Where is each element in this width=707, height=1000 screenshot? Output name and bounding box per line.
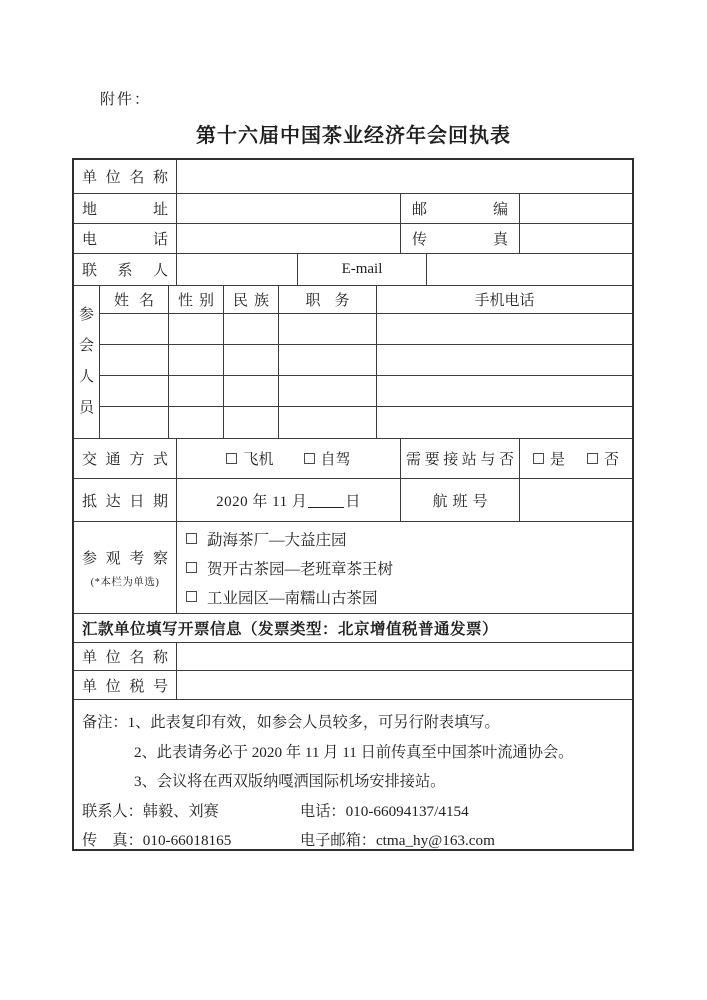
col-header-title: 职务 (279, 286, 377, 313)
postcode-label: 邮编 (401, 194, 520, 223)
col-header-name: 姓名 (100, 286, 169, 313)
remark-fax-line (82, 826, 624, 856)
attendee-name-field[interactable] (100, 345, 169, 375)
contact-phone: 电话：010-66094137/4154 (300, 802, 469, 820)
attendee-title-field[interactable] (279, 314, 377, 344)
attendee-ethnicity-field[interactable] (224, 376, 279, 406)
address-field[interactable] (177, 194, 401, 223)
attendee-ethnicity-field[interactable] (224, 314, 279, 344)
page-title: 第十六届中国茶业经济年会回执表 (196, 125, 511, 147)
attendee-mobile-field[interactable] (377, 314, 632, 344)
attendee-name-field[interactable] (100, 314, 169, 344)
contact-label: 联系人 (74, 254, 177, 285)
table-row-visit (74, 522, 632, 614)
transport-options (177, 439, 401, 478)
visit-option-3[interactable]: 工业园区—南糯山古茶园 (186, 586, 378, 608)
remark-line-2: 2、此表请务必于 2020 年 11 月 11 日前传真至中国茶叶流通协会。 (134, 743, 574, 761)
checkbox-drive[interactable] (304, 453, 315, 464)
attendee-mobile-field[interactable] (377, 345, 632, 375)
checkbox-visit-1[interactable] (186, 533, 197, 544)
table-row-address (74, 194, 632, 224)
pickup-option-yes[interactable]: 是 (533, 448, 565, 469)
visit-label: 参观考察 (*本栏为单选) (74, 522, 177, 613)
attendee-gender-field[interactable] (169, 345, 224, 375)
col-header-ethnicity: 民族 (224, 286, 279, 313)
col-header-gender: 性别 (169, 286, 224, 313)
invoice-header: 汇款单位填写开票信息（发票类型：北京增值税普通发票） (82, 621, 499, 638)
remarks-row (74, 700, 632, 849)
phone-label: 电话 (74, 224, 177, 253)
table-row-contact (74, 254, 632, 286)
attendee-row (100, 345, 632, 376)
postcode-field[interactable] (520, 194, 632, 223)
phone-field[interactable] (177, 224, 401, 253)
attendee-title-field[interactable] (279, 345, 377, 375)
visit-options (177, 522, 632, 613)
attendees-group-label: 参会人员 (74, 286, 100, 438)
attendee-gender-field[interactable] (169, 376, 224, 406)
invoice-unit-name-label: 单位名称 (74, 643, 177, 670)
email-label: E-mail (298, 254, 427, 285)
remark-contact-line (82, 797, 624, 827)
transport-label: 交通方式 (74, 439, 177, 478)
attendee-title-field[interactable] (279, 407, 377, 438)
transport-option-drive[interactable]: 自驾 (304, 448, 351, 469)
arrival-day-blank[interactable] (308, 492, 344, 508)
flight-field[interactable] (520, 479, 632, 521)
attendee-gender-field[interactable] (169, 314, 224, 344)
attendee-mobile-field[interactable] (377, 407, 632, 438)
invoice-tax-id-label: 单位税号 (74, 671, 177, 699)
attendee-gender-field[interactable] (169, 407, 224, 438)
attendee-ethnicity-field[interactable] (224, 345, 279, 375)
invoice-unit-name-row (74, 643, 632, 671)
remark-line-3: 3、会议将在西双版纳嘎洒国际机场安排接站。 (134, 773, 446, 790)
pickup-label: 需要接站与否 (401, 439, 520, 478)
table-row-unit-name (74, 160, 632, 194)
contact-field[interactable] (177, 254, 298, 285)
visit-note: (*本栏为单选) (90, 576, 160, 588)
table-row-transport (74, 439, 632, 479)
attendee-row (100, 407, 632, 438)
flight-label: 航班号 (401, 479, 520, 521)
checkbox-plane[interactable] (226, 453, 237, 464)
col-header-mobile: 手机电话 (474, 293, 535, 309)
address-label: 地址 (74, 194, 177, 223)
arrival-date-field[interactable]: 2020 年 11 月 日 (177, 479, 401, 521)
unit-name-label: 单位名称 (74, 160, 177, 193)
invoice-unit-name-field[interactable] (177, 643, 632, 670)
unit-name-field[interactable] (177, 160, 632, 193)
pickup-option-no[interactable]: 否 (587, 448, 619, 469)
attendee-name-field[interactable] (100, 376, 169, 406)
checkbox-visit-3[interactable] (186, 591, 197, 602)
attendees-grid (100, 286, 632, 438)
visit-option-2[interactable]: 贺开古茶园—老班章茶王树 (186, 557, 393, 579)
remark-line-1: 备注：1、此表复印有效，如参会人员较多，可另行附表填写。 (82, 714, 500, 731)
arrival-label: 抵达日期 (74, 479, 177, 521)
visit-option-1[interactable]: 勐海茶厂—大益庄园 (186, 528, 347, 550)
fax-label: 传真 (401, 224, 520, 253)
fax-number: 传 真：010-66018165 (82, 832, 232, 849)
attendee-mobile-field[interactable] (377, 376, 632, 406)
attendee-name-field[interactable] (100, 407, 169, 438)
attendees-header-row (100, 286, 632, 314)
reply-form-table (72, 158, 634, 851)
table-row-arrival (74, 479, 632, 522)
checkbox-no[interactable] (587, 453, 598, 464)
invoice-tax-id-field[interactable] (177, 671, 632, 699)
attendee-ethnicity-field[interactable] (224, 407, 279, 438)
fax-field[interactable] (520, 224, 632, 253)
attendee-title-field[interactable] (279, 376, 377, 406)
attendee-row (100, 376, 632, 407)
remarks-cell (74, 700, 632, 849)
transport-option-plane[interactable]: 飞机 (226, 448, 273, 469)
checkbox-visit-2[interactable] (186, 562, 197, 573)
email-field[interactable] (427, 254, 632, 285)
attachment-label: 附件： (100, 92, 152, 108)
attendee-row (100, 314, 632, 345)
attendees-block (74, 286, 632, 439)
invoice-header-row (74, 614, 632, 643)
pickup-options (520, 439, 632, 478)
contact-persons: 联系人：韩毅、刘赛 (82, 802, 219, 820)
checkbox-yes[interactable] (533, 453, 544, 464)
invoice-tax-id-row (74, 671, 632, 700)
contact-email: 电子邮箱：ctma_hy@163.com (300, 832, 495, 849)
table-row-phone (74, 224, 632, 254)
